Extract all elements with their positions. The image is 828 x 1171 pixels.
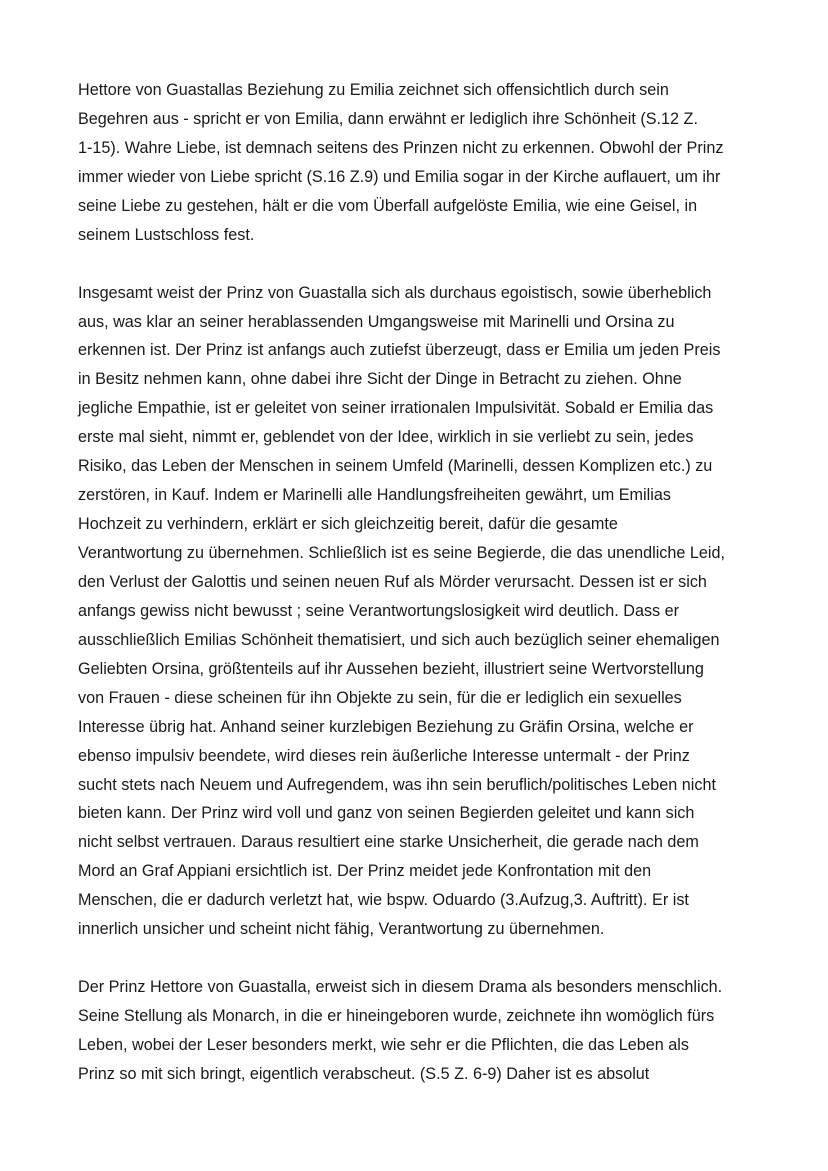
paragraph-spacer: [78, 250, 758, 279]
text-line: Begehren aus - spricht er von Emilia, dann erwähnt er lediglich ihre Schönheit (S.12 Z.: [78, 109, 698, 128]
paragraph-1: [78, 76, 758, 250]
text-line: Mord an Graf Appiani ersichtlich ist. Der Prinz meidet jede Konfrontation mit den: [78, 862, 652, 881]
text-line: Leben, wobei der Leser besonders merkt, wie sehr er die Pflichten, die das Leben als: [78, 1035, 689, 1054]
text-line: den Verlust der Galottis und seinen neuen Ruf als Mörder verursacht. Dessen ist er sich: [78, 572, 707, 591]
text-line: in Besitz nehmen kann, ohne dabei ihre Sicht der Dinge in Betracht zu ziehen. Ohne: [78, 370, 682, 389]
document-body: [78, 76, 758, 1089]
text-line: immer wieder von Liebe spricht (S.16 Z.9) und Emilia sogar in der Kirche auflauert, um ihr: [78, 167, 721, 186]
text-line: nicht selbst vertrauen. Daraus resultiert eine starke Unsicherheit, die gerade nach dem: [78, 833, 699, 852]
paragraph-2: [78, 279, 758, 945]
text-line: Hettore von Guastallas Beziehung zu Emilia zeichnet sich offensichtlich durch sein: [78, 81, 669, 99]
text-line: Geliebten Orsina, größtenteils auf ihr Aussehen bezieht, illustriert seine Wertvorstellung: [78, 659, 704, 678]
text-line: sucht stets nach Neuem und Aufregendem, was ihn sein beruflich/politisches Leben nicht: [78, 775, 716, 794]
text-line: seinem Lustschloss fest.: [78, 225, 255, 244]
paragraph-3: [78, 973, 758, 1089]
text-line: innerlich unsicher und scheint nicht fähig, Verantwortung zu übernehmen.: [78, 920, 605, 939]
text-line: jegliche Empathie, ist er geleitet von seiner irrationalen Impulsivität. Sobald er Emilia das: [78, 399, 714, 418]
text-line: Seine Stellung als Monarch, in die er hineingeboren wurde, zeichnete ihn womöglich fürs: [78, 1007, 715, 1025]
text-line: Prinz so mit sich bringt, eigentlich verabscheut. (S.5 Z. 6-9) Daher ist es absolut: [78, 1064, 650, 1083]
text-line: Risiko, das Leben der Menschen in seinem Umfeld (Marinelli, dessen Komplizen etc.) zu: [78, 457, 713, 476]
text-line: von Frauen - diese scheinen für ihn Objekte zu sein, für die er lediglich ein sexuelles: [78, 688, 682, 707]
text-line: bieten kann. Der Prinz wird voll und ganz von seinen Begierden geleitet und kann sich: [78, 804, 695, 823]
text-line: ebenso impulsiv beendete, wird dieses rein äußerliche Interesse untermalt - der Prinz: [78, 746, 690, 765]
text-line: erkennen ist. Der Prinz ist anfangs auch zutiefst überzeugt, dass er Emilia um jeden Preis: [78, 341, 721, 360]
text-line: ausschließlich Emilias Schönheit thematisiert, und sich auch bezüglich seiner ehemaligen: [78, 630, 720, 649]
text-line: Verantwortung zu übernehmen. Schließlich ist es seine Begierde, die das unendliche Leid,: [78, 544, 726, 562]
text-line: Insgesamt weist der Prinz von Guastalla sich als durchaus egoistisch, sowie überheblich: [78, 283, 712, 302]
text-line: 1-15). Wahre Liebe, ist demnach seitens des Prinzen nicht zu erkennen. Obwohl der Prinz: [78, 138, 724, 157]
text-line: aus, was klar an seiner herablassenden Umgangsweise mit Marinelli und Orsina zu: [78, 312, 675, 331]
text-line: erste mal sieht, nimmt er, geblendet von der Idee, wirklich in sie verliebt zu sein, jedes: [78, 428, 694, 447]
text-line: seine Liebe zu gestehen, hält er die vom Überfall aufgelöste Emilia, wie eine Geisel, in: [78, 196, 698, 215]
text-line: Der Prinz Hettore von Guastalla, erweist sich in diesem Drama als besonders menschlich.: [78, 978, 723, 997]
paragraph-spacer: [78, 944, 758, 973]
text-line: Hochzeit zu verhindern, erklärt er sich gleichzeitig bereit, dafür die gesamte: [78, 515, 618, 534]
text-line: Interesse übrig hat. Anhand seiner kurzlebigen Beziehung zu Gräfin Orsina, welche er: [78, 717, 694, 736]
text-line: zerstören, in Kauf. Indem er Marinelli alle Handlungsfreiheiten gewährt, um Emilias: [78, 486, 671, 505]
text-line: Menschen, die er dadurch verletzt hat, wie bspw. Oduardo (3.Aufzug,3. Auftritt). Er ist: [78, 891, 689, 910]
text-line: anfangs gewiss nicht bewusst ; seine Verantwortungslosigkeit wird deutlich. Dass er: [78, 601, 680, 620]
